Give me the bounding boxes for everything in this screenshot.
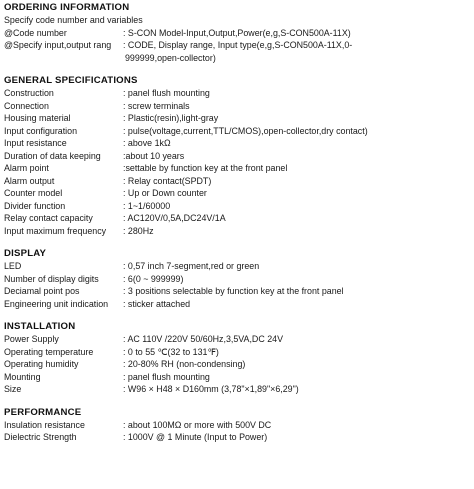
spec-label: Alarm output [4,175,55,186]
section-title-general: GENERAL SPECIFICATIONS [4,75,138,86]
spec-label: Alarm point [4,163,49,173]
spec-label: Number of display digits [4,273,99,284]
spec-value: : Relay contact(SPDT) [123,175,212,186]
spec-label: Insulation resistance [4,419,85,430]
spec-row-specify-range [4,39,470,52]
spec-label: Dielectric Strength [4,432,77,442]
spec-label: Engineering unit indication [4,298,109,309]
spec-value: : Plastic(resin),light-gray [123,113,219,123]
spec-label: LED [4,261,22,271]
spec-label: Input configuration [4,125,78,136]
spec-label: Input maximum frequency [4,225,107,236]
spec-row [4,358,470,371]
spec-row [4,431,470,444]
spec-value: : screw terminals [123,100,190,111]
spec-label: @Code number [4,27,67,38]
spec-row [4,150,470,163]
spec-value: : W96 × H48 × D160mm (3,78"×1,89"×6,29") [123,384,299,394]
spec-document [4,2,470,444]
spec-row-code-number [4,27,470,40]
spec-label: Housing material [4,113,71,123]
spec-label: Size [4,384,22,394]
spec-value: : S-CON Model-Input,Output,Power(e,g,S-CON500A-11X) [123,27,351,38]
ordering-intro: Specify code number and variables [4,15,143,25]
spec-label: Connection [4,100,49,111]
spec-label: Operating temperature [4,346,94,357]
spec-value: : 20-80% RH (non-condensing) [123,359,246,369]
spec-value: :settable by function key at the front panel [123,163,288,173]
spec-value: : sticker attached [123,298,191,309]
spec-row [4,333,470,346]
spec-value: : panel flush mounting [123,88,210,98]
spec-value: : 280Hz [123,225,154,236]
spec-value: : 6(0 ~ 999999) [123,273,184,284]
spec-row [4,87,470,100]
spec-row [4,285,470,298]
spec-label: Relay contact capacity [4,213,93,223]
spec-value: : CODE, Display range, Input type(e,g,S-CON500A-11X,0- [123,40,353,50]
spec-row [4,298,470,311]
section-title-installation: INSTALLATION [4,321,76,332]
spec-value: : 1~1/60000 [123,200,171,211]
spec-row [4,225,470,238]
spec-label: Construction [4,88,54,98]
section-title-ordering: ORDERING INFORMATION [4,2,130,13]
spec-row [4,137,470,150]
display-section [4,248,470,310]
spec-row [4,200,470,213]
spec-value: : Up or Down counter [123,188,207,198]
section-title-display: DISPLAY [4,248,47,259]
spec-row [4,187,470,200]
spec-label: @Specify input,output rang [4,40,112,50]
spec-value: : 1000V @ 1 Minute (Input to Power) [123,432,268,442]
spec-label: Input resistance [4,138,67,148]
performance-section [4,407,470,444]
spec-label: Counter model [4,188,63,198]
spec-value: : above 1kΩ [123,138,171,148]
ordering-section [4,2,470,64]
spec-row [4,346,470,359]
spec-value: :about 10 years [123,150,185,161]
spec-value: : about 100MΩ or more with 500V DC [123,419,272,430]
spec-value: : panel flush mounting [123,371,210,382]
spec-value-continuation: 999999,open-collector) [125,52,216,63]
spec-value: : 0 to 55 ℃(32 to 131℉) [123,346,219,357]
spec-row [4,383,470,396]
spec-value: : 0,57 inch 7-segment,red or green [123,261,260,271]
spec-row [4,419,470,432]
spec-label: Power Supply [4,334,59,344]
spec-value: : AC 110V /220V 50/60Hz,3,5VA,DC 24V [123,334,284,344]
general-section [4,75,470,237]
spec-row [4,100,470,113]
spec-row [4,162,470,175]
spec-row [4,112,470,125]
spec-row [4,371,470,384]
spec-label: Duration of data keeping [4,150,101,161]
spec-row [4,212,470,225]
spec-row-continuation [4,52,470,65]
spec-row [4,175,470,188]
spec-value: : 3 positions selectable by function key at the front panel [123,286,344,296]
spec-label: Mounting [4,371,41,382]
installation-section [4,321,470,396]
spec-row [4,260,470,273]
spec-value: : AC120V/0,5A,DC24V/1A [123,213,226,223]
spec-label: Divider function [4,200,66,211]
spec-row [4,125,470,138]
spec-label: Deciamal point pos [4,286,80,296]
spec-value: : pulse(voltage,current,TTL/CMOS),open-collector,dry contact) [123,125,368,136]
spec-label: Operating humidity [4,359,79,369]
spec-row [4,273,470,286]
section-title-performance: PERFORMANCE [4,406,82,418]
